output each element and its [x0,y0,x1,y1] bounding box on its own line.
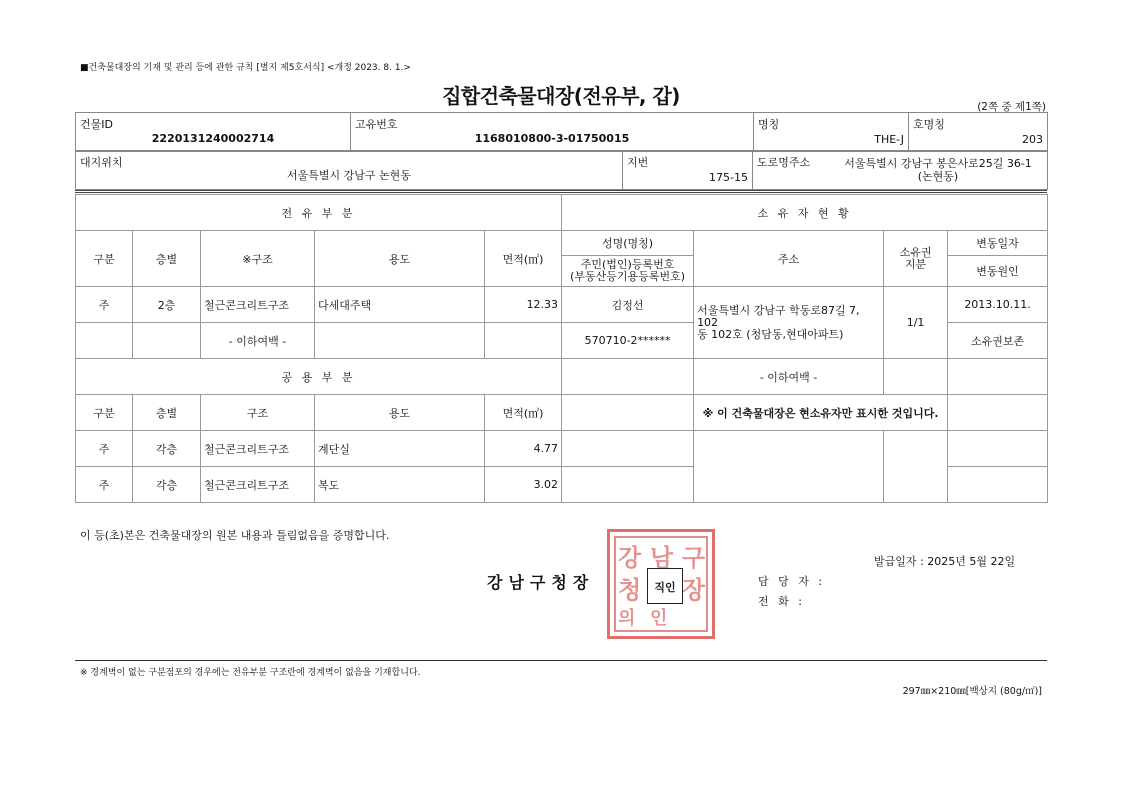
owner-address-line1: 서울특별시 강남구 학동로87길 7, 102 [697,303,860,329]
issuing-office: 강남구청장 [487,573,595,592]
seal-char: 강 [618,544,642,572]
common-header-area: 면적(㎡) [485,395,562,431]
exclusive-area: 12.33 [485,287,562,323]
reg-header-line1: 주민(법인)등록번호 [580,258,675,271]
footer-divider [75,660,1047,661]
common-use: 복도 [315,467,485,503]
common-use: 계단실 [315,431,485,467]
col-header-structure: ※구조 [201,231,315,287]
common-area: 3.02 [485,467,562,503]
road-address-line1: 서울특별시 강남구 봉은사로25길 36-1 [844,157,1032,170]
col-header-type: 구분 [76,231,133,287]
col-header-area: 면적(㎡) [485,231,562,287]
col-header-change-cause: 변동원인 [948,256,1048,287]
building-id-value: 2220131240002714 [151,132,275,145]
common-header-structure: 구조 [201,395,315,431]
common-header-use: 용도 [315,395,485,431]
exclusive-structure: 철근콘크리트구조 [201,287,315,323]
building-id-cell [76,113,351,152]
road-address-line2: (논현동) [917,170,959,183]
share-header-line1: 소유권 [899,245,932,259]
col-header-floor: 층별 [133,231,201,287]
owner-change-date: 2013.10.11. [948,287,1048,323]
exclusive-floor: 2층 [133,287,201,323]
divider [75,190,1047,191]
seal-label: 직인 [654,581,676,594]
road-address-cell [753,151,1048,190]
site-info-table [75,150,1048,190]
exclusive-blank-note: - 이하여백 - [201,323,315,359]
col-header-share [884,231,948,287]
legal-basis: ■건축물대장의 기재 및 관리 등에 관한 규칙 [별지 제5호서식] <개정 2023. 8. 1.> [80,63,411,73]
certification-text: 이 등(초)본은 건축물대장의 원본 내용과 틀림없음을 증명합니다. [80,529,390,542]
building-id-label: 건물ID [80,118,113,131]
col-header-address: 주소 [694,231,884,287]
common-area: 4.77 [485,431,562,467]
common-floor: 각층 [133,431,201,467]
name-cell [754,113,909,152]
reg-header-line2: (부동산등기용등록번호) [570,270,685,283]
share-header-line2: 지분 [904,257,927,271]
seal-char: 구 [682,544,706,572]
common-type: 주 [76,431,133,467]
name-value: THE-J [874,133,904,146]
owner-reg-no: 570710-2****** [562,323,694,359]
col-header-owner-name: 성명(명칭) [562,231,694,256]
owner-notice: ※ 이 건축물대장은 현소유자만 표시한 것입니다. [694,395,948,431]
manager-label: 담 당 자 : [758,575,826,588]
exclusive-section-title: 전 유 부 분 [76,195,562,231]
phone-label: 전 화 : [758,595,805,608]
document-title: 집합건축물대장(전유부, 갑) [442,84,680,108]
main-register-table [75,194,1048,503]
lot-label: 지번 [627,156,649,169]
divider [75,192,1047,193]
seal-stamp-box [647,568,683,604]
seal-char: 남 [650,544,674,572]
common-structure: 철근콘크리트구조 [201,467,315,503]
exclusive-type: 주 [76,287,133,323]
site-label: 대지위치 [80,156,123,169]
unique-no-cell [351,113,754,152]
common-floor: 각층 [133,467,201,503]
owner-share: 1/1 [884,287,948,359]
road-address-label: 도로명주소 [757,156,811,169]
common-type: 주 [76,467,133,503]
seal-char: 인 [650,608,668,629]
col-header-reg-no [562,256,694,287]
footnote: ※ 경계벽이 없는 구분점포의 경우에는 전유부분 구조란에 경계벽이 없음을 기재합니다. [80,668,421,678]
common-section-title: 공 용 부 분 [76,359,562,395]
col-header-change-date: 변동일자 [948,231,1048,256]
building-info-table [75,112,1048,152]
owner-section-title: 소 유 자 현 황 [562,195,1048,231]
paper-spec: 297㎜×210㎜[백상지 (80g/㎡)] [902,686,1042,697]
unique-no-value: 1168010800-3-01750015 [474,132,630,145]
unit-cell [909,113,1048,152]
name-label: 명칭 [758,118,780,131]
owner-address-line2: 동 102호 (청담동,현대아파트) [697,327,844,341]
col-header-use: 용도 [315,231,485,287]
exclusive-use: 다세대주택 [315,287,485,323]
page-info: (2쪽 중 제1쪽) [977,101,1046,113]
official-seal [607,529,715,639]
site-value: 서울특별시 강남구 논현동 [287,169,411,182]
owner-name: 김정선 [562,287,694,323]
lot-value: 175-15 [709,171,748,184]
common-header-floor: 층별 [133,395,201,431]
common-header-type: 구분 [76,395,133,431]
common-structure: 철근콘크리트구조 [201,431,315,467]
unit-value: 203 [1022,133,1043,146]
unique-no-label: 고유번호 [355,118,398,131]
lot-cell [623,151,753,190]
seal-char: 청 [618,576,642,604]
issue-date: 발급일자 : 2025년 5월 22일 [874,555,1016,568]
owner-change-cause: 소유권보존 [948,323,1048,359]
unit-label: 호명칭 [913,118,945,131]
owner-address [694,287,884,359]
site-cell [76,151,623,190]
seal-char: 의 [618,608,636,629]
owner-blank-note: - 이하여백 - [694,359,884,395]
seal-char: 장 [682,576,706,604]
